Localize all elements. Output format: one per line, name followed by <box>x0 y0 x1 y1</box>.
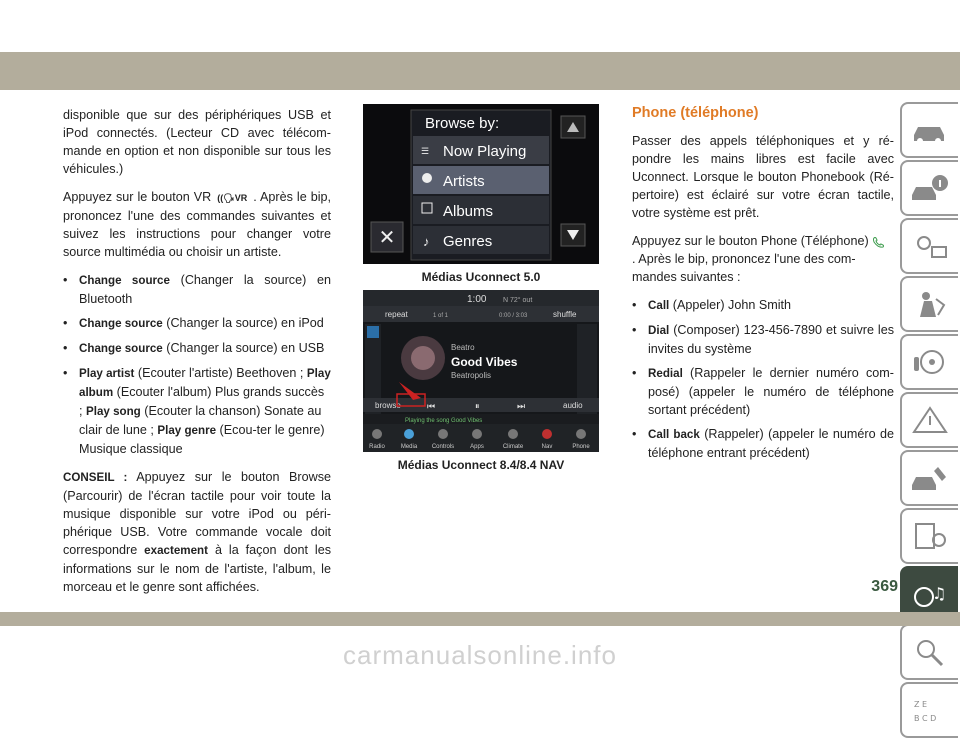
header-band <box>0 52 960 90</box>
index-icon <box>910 695 950 725</box>
temperature: N 72° out <box>503 297 533 304</box>
nav-radio: Radio <box>369 444 385 450</box>
list-item: • Change source (Changer la source) en USB <box>63 339 331 358</box>
paragraph <box>63 188 331 261</box>
screen-header: Browse by: <box>425 115 500 132</box>
previous-icon: ⏮ <box>427 401 436 411</box>
nav-climate: Climate <box>502 444 524 450</box>
svg-text:B C D: B C D <box>914 714 937 723</box>
list-icon: ☰ <box>421 146 430 156</box>
tip-paragraph: CONSEIL : Appuyez sur le bouton Browse (Parcourir) de l'écran tactile pour voir toute la musique disponible sur votre iPod ou péri-phérique USB. Votre commande vocale doit correspondre exactement à la façon dont les informations sur le nom de l'artiste, l'album, le morceau et le genre sont affichées. <box>63 469 332 594</box>
screen-list-item: Albums <box>443 203 494 220</box>
nav-media: Media <box>400 444 418 450</box>
list-item: • Call (Appeler) John Smith <box>632 296 894 315</box>
steering-icon <box>910 347 950 377</box>
tab-warning-lights[interactable] <box>900 218 958 274</box>
tab-starting-driving[interactable] <box>900 334 958 390</box>
specs-icon <box>910 521 950 551</box>
caption: Médias Uconnect 5.0 <box>421 270 541 284</box>
status-ticker: Playing the song Good Vibes <box>405 418 483 424</box>
album-name: Beatropolis <box>451 371 492 380</box>
list-item: • Play artist (Ecouter l'artiste) Beethoven ; Play album (Ecouter l'album) Plus grands succès ; Play song (Ecouter la chanson) Sonate au clair de lune ; Play genre (Ecou-ter le genre) Musique classique <box>63 364 331 458</box>
nav-controls: Controls <box>431 444 455 450</box>
next-icon: ⏭ <box>517 401 526 411</box>
nav-phone: Phone <box>572 444 590 450</box>
elapsed-time: 0:00 / 3:03 <box>499 313 528 319</box>
section-title: Phone (téléphone) <box>632 105 759 121</box>
artist-icon <box>422 173 432 183</box>
page-number: 369 <box>871 578 898 595</box>
screen-list-item: Genres <box>443 233 493 250</box>
paragraph: Passer des appels téléphoniques et y ré-pondre les mains libres est facile avec Uconnect. Lorsque le bouton Phonebook (Ré-pertoire) est éclairé sur votre écran tactile, votre système est prêt. <box>632 134 894 220</box>
svg-text:Z E: Z E <box>914 700 928 709</box>
artist-name: Beatro <box>451 343 475 352</box>
nav-nav: Nav <box>541 444 553 450</box>
tab-car-controls[interactable] <box>900 102 958 158</box>
list-item: • Redial (Rappeler le dernier numéro com-posé) (appeler le numéro de téléphone sortant précédent) <box>632 364 894 419</box>
list-item: • Dial (Composer) 123-456-7890 et suivre les invites du système <box>632 321 894 358</box>
song-name: Good Vibes <box>451 355 518 369</box>
browse-button: browse <box>375 401 401 410</box>
voice-command-icon: ((🗣VR <box>217 192 248 203</box>
caption: Médias Uconnect 8.4/8.4 NAV <box>397 458 565 472</box>
phone-icon <box>872 236 888 248</box>
maintenance-icon <box>910 463 950 493</box>
tab-safety[interactable] <box>900 276 958 332</box>
screen-list-item: Now Playing <box>443 143 527 160</box>
screen-list-item: Artists <box>443 173 485 190</box>
list-item: • Change source (Changer la source) en Bluetooth <box>63 271 331 308</box>
track-count: 1 of 1 <box>433 313 449 319</box>
road-warning-icon <box>910 405 950 435</box>
uconnect-5-screen <box>363 104 599 264</box>
car-info-icon <box>910 173 950 203</box>
nav-apps: Apps <box>470 444 484 450</box>
list-item: • Call back (Rappeler) (appeler le numéro de téléphone entrant précédent) <box>632 425 894 462</box>
text: Appuyez sur le bouton VR <box>63 190 212 204</box>
guitar-icon: ♪ <box>423 234 430 249</box>
paragraph: Appuyez sur le bouton Phone (Téléphone) . Après le bip, prononcez l'une des com-mandes suivantes : <box>632 232 894 286</box>
clock: 1:00 <box>467 294 487 305</box>
text-column-left <box>63 106 331 606</box>
pause-icon: ⏸ <box>475 401 480 411</box>
shuffle-button: shuffle <box>553 310 577 319</box>
audio-button: audio <box>563 401 583 410</box>
usb-source-icon <box>367 326 379 338</box>
warning-lights-icon <box>910 231 950 261</box>
text-column-right <box>632 104 894 468</box>
tab-maintenance[interactable] <box>900 450 958 506</box>
safety-icon <box>910 289 950 319</box>
car-controls-icon <box>910 115 950 145</box>
footer-band <box>0 612 960 626</box>
svg-text:♫: ♫ <box>932 584 947 603</box>
uconnect-84-screen <box>363 290 599 452</box>
tab-index[interactable] <box>900 682 958 738</box>
paragraph: disponible que sur des périphériques USB et iPod connectés. (Lecteur CD avec télécom-mande en option et non disponible sur tous les véhicules.) <box>63 108 331 176</box>
multimedia-icon <box>910 579 950 609</box>
close-icon: ✕ <box>378 225 396 249</box>
tab-emergency[interactable] <box>900 392 958 448</box>
text: . Après le bip, prononcez l'une des commandes suivantes et suivez les instructions pour changer votre source multimédia ou choisir un artiste. <box>63 190 332 259</box>
tab-specifications[interactable] <box>900 508 958 564</box>
watermark: carmanualsonline.info <box>343 640 617 670</box>
repeat-button: repeat <box>385 310 408 319</box>
tab-car-info[interactable] <box>900 160 958 216</box>
list-item: • Change source (Changer la source) en iPod <box>63 314 331 333</box>
